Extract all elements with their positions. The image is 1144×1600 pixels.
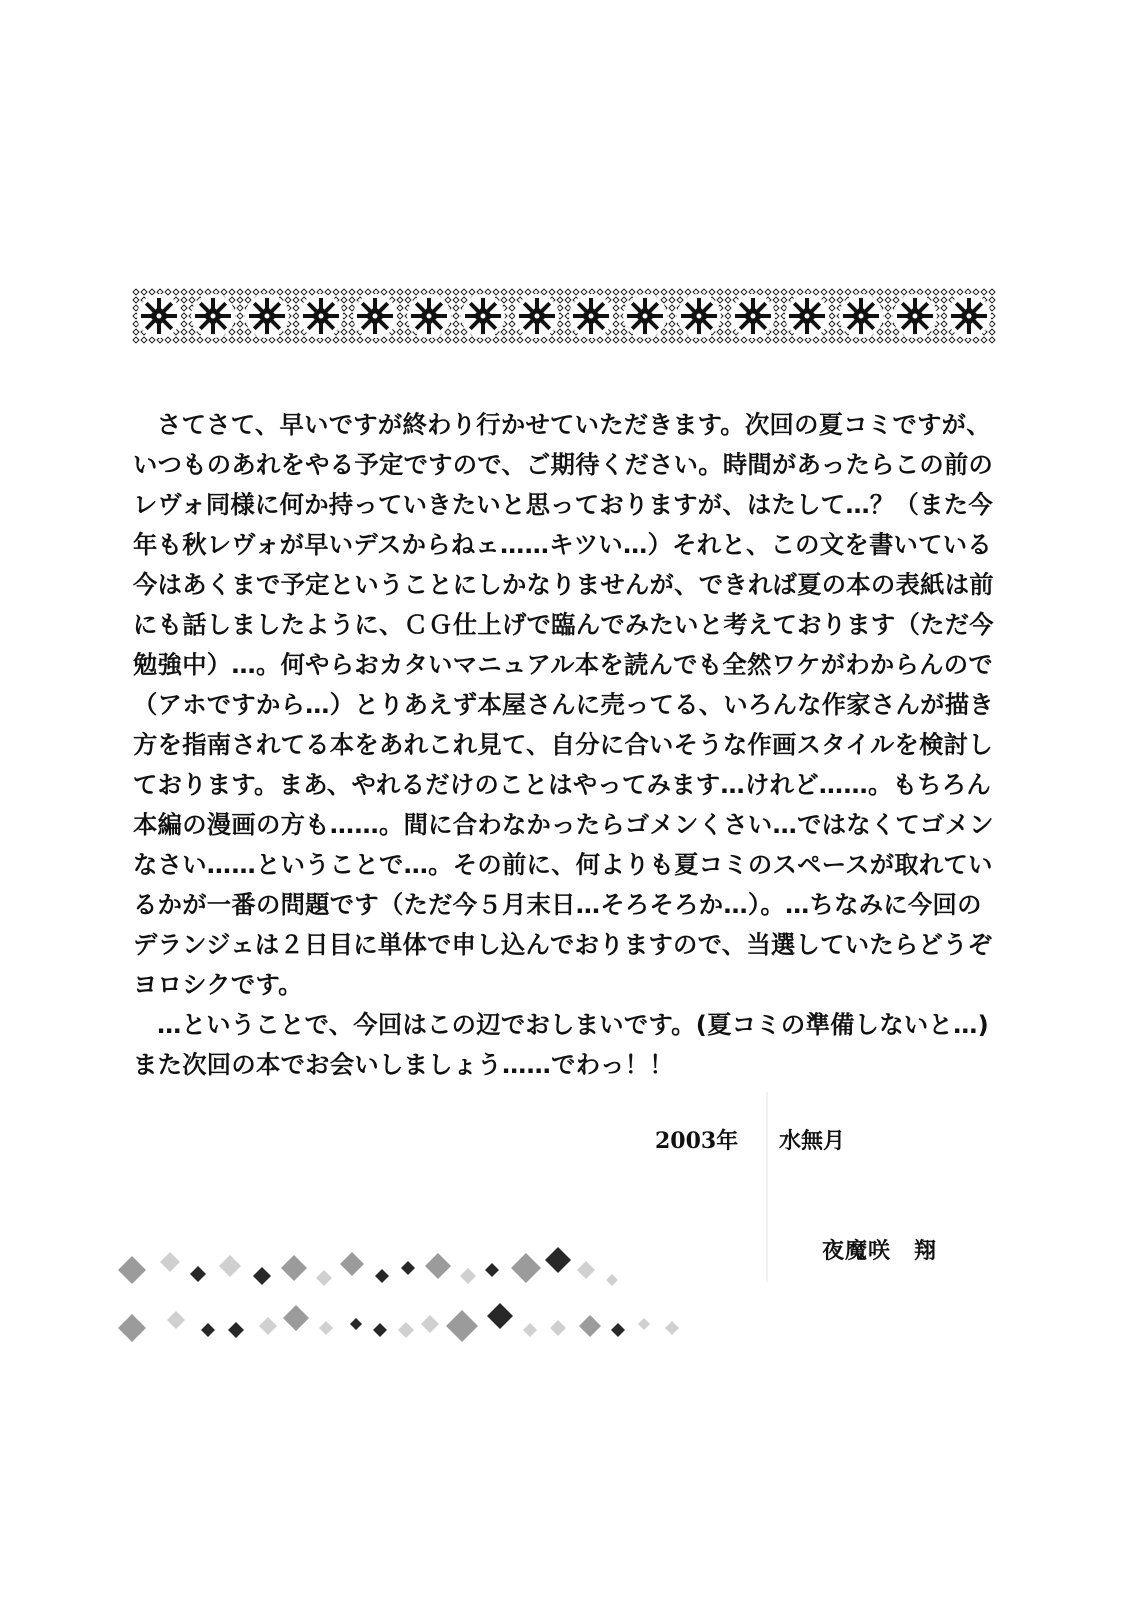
- diamond-sparkle-icon: [219, 1255, 241, 1277]
- diamond-sparkle-icon: [253, 1267, 271, 1285]
- snowflake-icon: [137, 294, 181, 338]
- diamond-sparkle-icon: [550, 1320, 566, 1336]
- paragraph: [133, 405, 994, 1005]
- text-line: ております。まあ、やれるだけのことはやってみます…けれど……。もちろん: [133, 770, 991, 799]
- snowflake-icon: [407, 294, 451, 338]
- text-line: るかが一番の問題です（ただ今５月末日…そろそろか…）。…ちなみに今回の: [133, 890, 982, 919]
- date-month: 水無月: [779, 1128, 846, 1154]
- diamond-sparkle-icon: [487, 1303, 513, 1329]
- text-line: 勉強中）…。何やらおカタいマニュアル本を読んでも全然ワケがわからんので: [133, 650, 993, 679]
- diamond-sparkle-icon: [606, 1274, 618, 1286]
- diamond-sparkle-icon: [167, 1311, 185, 1329]
- diamond-sparkle-icon: [319, 1321, 333, 1335]
- diamond-sparkle-icon: [523, 1323, 537, 1337]
- snowflake-icon: [245, 294, 289, 338]
- diamond-sparkle-icon: [190, 1266, 206, 1282]
- diamond-sparkle-icon: [201, 1323, 215, 1337]
- snowflake-icon: [839, 294, 883, 338]
- text-line: 今はあくまで予定ということにしかなりませんが、できれば夏の本の表紙は前: [133, 570, 994, 599]
- snowflake-icon: [623, 294, 667, 338]
- diamond-sparkle-icon: [375, 1269, 389, 1283]
- snowflake-icon: [569, 294, 613, 338]
- diamond-sparkle-icon: [398, 1322, 414, 1338]
- text-line: さてさて、早いですが終わり行かせていただきます。次回の夏コミですが、: [157, 410, 991, 439]
- diamond-sparkle-icon: [373, 1323, 387, 1337]
- diamond-sparkle-icon: [259, 1317, 277, 1335]
- snowflake-icon: [299, 294, 343, 338]
- snowflake-icon: [515, 294, 559, 338]
- diamond-sparkle-icon: [160, 1252, 180, 1272]
- diamond-sparkle-ornament: [112, 1240, 692, 1360]
- diamond-sparkle-icon: [425, 1253, 451, 1279]
- snowflake-icon: [677, 294, 721, 338]
- diamond-sparkle-icon: [579, 1315, 601, 1337]
- author-signature: 夜魔咲 翔: [822, 1238, 938, 1264]
- snowflake-border-ornament: [132, 288, 996, 344]
- afterword-text: [133, 405, 994, 1085]
- diamond-sparkle-icon: [511, 1253, 541, 1283]
- snowflake-icon: [785, 294, 829, 338]
- diamond-sparkle-icon: [401, 1261, 415, 1275]
- date-year: 2003年: [655, 1128, 739, 1154]
- text-line: ヨロシクです。: [133, 970, 303, 999]
- snowflake-icon: [461, 294, 505, 338]
- snowflake-icon: [191, 294, 235, 338]
- diamond-sparkle-icon: [460, 1268, 476, 1284]
- text-line: 年も秋レヴォが早いデスからねェ……キツい…）それと、この文を書いている: [133, 530, 992, 559]
- text-line: デランジェは２日目に単体で申し込んでおりますので、当選していたらどうぞ: [133, 930, 993, 959]
- text-line: …ということで、今回はこの辺でおしまいです。(夏コミの準備しないと…): [157, 1010, 990, 1039]
- text-line: レヴォ同様に何か持っていきたいと思っておりますが、はたして…？（また今: [133, 490, 993, 519]
- diamond-sparkle-icon: [283, 1305, 309, 1331]
- diamond-sparkle-icon: [665, 1321, 679, 1335]
- diamond-sparkle-icon: [638, 1318, 650, 1330]
- diamond-sparkle-icon: [340, 1252, 364, 1276]
- date-line: [655, 1124, 846, 1155]
- text-line: なさい……ということで…。その前に、何よりも夏コミのスペースが取れてい: [133, 850, 993, 879]
- diamond-sparkle-icon: [485, 1263, 499, 1277]
- snowflake-icon: [893, 294, 937, 338]
- diamond-sparkle-icon: [316, 1270, 332, 1286]
- diamond-sparkle-icon: [281, 1255, 307, 1281]
- diamond-sparkle-icon: [611, 1323, 625, 1337]
- fold-shadow-line: [766, 1092, 768, 1282]
- text-line: 本編の漫画の方も……。間に合わなかったらゴメンくさい…ではなくてゴメン: [133, 810, 994, 839]
- diamond-sparkle-icon: [545, 1247, 571, 1273]
- diamond-sparkle-icon: [446, 1310, 478, 1342]
- snowflake-icon: [353, 294, 397, 338]
- text-line: にも話しましたように、ＣＧ仕上げで臨んでみたいと考えております（ただ今: [133, 610, 994, 639]
- text-line: 方を指南されてる本をあれこれ見て、自分に合いそうな作画スタイルを検討し: [133, 730, 993, 759]
- diamond-sparkle-icon: [228, 1322, 244, 1338]
- paragraph: [133, 1005, 990, 1085]
- diamond-sparkle-icon: [421, 1315, 439, 1333]
- snowflake-icon: [947, 294, 991, 338]
- diamond-sparkle-icon: [118, 1256, 146, 1284]
- snowflake-icon: [731, 294, 775, 338]
- diamond-sparkle-icon: [350, 1318, 362, 1330]
- text-line: （アホですから…）とりあえず本屋さんに売ってる、いろんな作家さんが描き: [133, 690, 994, 719]
- diamond-sparkle-icon: [577, 1261, 595, 1279]
- diamond-sparkle-icon: [118, 1314, 146, 1342]
- text-line: いつものあれをやる予定ですので、ご期待ください。時間があったらこの前の: [133, 450, 994, 479]
- text-line: また次回の本でお会いしましょう……でわっ！！: [133, 1050, 674, 1079]
